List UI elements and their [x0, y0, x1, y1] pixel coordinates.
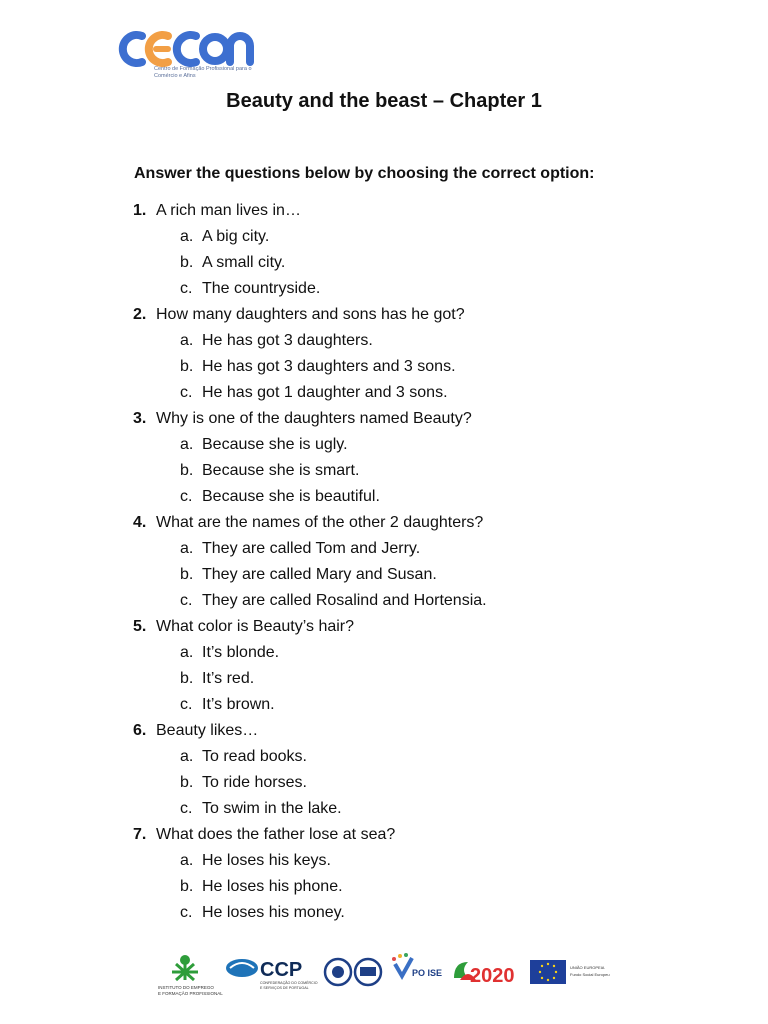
- option-letter: a.: [180, 332, 194, 349]
- qualification-seals: [325, 959, 381, 985]
- option-letter: b.: [180, 878, 194, 895]
- option-letter: c.: [180, 696, 193, 713]
- footer-logos: [150, 950, 620, 1000]
- question-1: [133, 198, 733, 224]
- option-letter: c.: [180, 384, 193, 401]
- iefp-logo: [158, 955, 223, 996]
- question-text: What color is Beauty’s hair?: [156, 618, 355, 635]
- option-letter: b.: [180, 566, 194, 583]
- ccp-logo: [226, 959, 318, 990]
- option-text: He loses his money.: [202, 904, 345, 921]
- option-1-a: [133, 224, 733, 250]
- svg-text:INSTITUTO DO EMPREGO: INSTITUTO DO EMPREGO: [158, 985, 214, 990]
- option-letter: a.: [180, 228, 194, 245]
- option-text: Because she is ugly.: [202, 436, 348, 453]
- svg-text:2020: 2020: [470, 965, 515, 987]
- option-5-a: [133, 640, 733, 666]
- option-text: They are called Rosalind and Hortensia.: [202, 592, 487, 609]
- option-letter: c.: [180, 280, 193, 297]
- option-5-c: [133, 692, 733, 718]
- option-letter: c.: [180, 592, 193, 609]
- question-5: [133, 614, 733, 640]
- option-letter: a.: [180, 644, 194, 661]
- question-list: [133, 198, 733, 926]
- option-text: It’s blonde.: [202, 644, 280, 661]
- option-text: He has got 3 daughters.: [202, 332, 373, 349]
- option-4-a: [133, 536, 733, 562]
- option-letter: b.: [180, 254, 194, 271]
- option-text: He has got 1 daughter and 3 sons.: [202, 384, 448, 401]
- option-text: He loses his phone.: [202, 878, 343, 895]
- option-6-a: [133, 744, 733, 770]
- svg-text:CCP: CCP: [260, 959, 303, 981]
- instructions: Answer the questions below by choosing the correct option:: [134, 165, 595, 182]
- option-text: A small city.: [202, 254, 286, 271]
- option-letter: c.: [180, 800, 193, 817]
- option-letter: b.: [180, 358, 194, 375]
- question-text: A rich man lives in…: [156, 202, 301, 219]
- question-number: 7.: [133, 826, 147, 843]
- svg-text:E FORMAÇÃO PROFISSIONAL: E FORMAÇÃO PROFISSIONAL: [158, 991, 223, 996]
- option-text: It’s red.: [202, 670, 255, 687]
- option-1-c: [133, 276, 733, 302]
- option-letter: b.: [180, 462, 194, 479]
- logo-caption: Centro de Formação Profissional para o Comércio e Afins: [154, 66, 252, 79]
- question-number: 1.: [133, 202, 147, 219]
- svg-text:UNIÃO EUROPEIA: UNIÃO EUROPEIA: [570, 965, 605, 970]
- question-7: [133, 822, 733, 848]
- po-ise-logo: [392, 953, 442, 978]
- option-1-b: [133, 250, 733, 276]
- option-2-a: [133, 328, 733, 354]
- option-text: They are called Tom and Jerry.: [202, 540, 421, 557]
- option-3-b: [133, 458, 733, 484]
- option-letter: a.: [180, 540, 194, 557]
- option-letter: b.: [180, 670, 194, 687]
- question-number: 4.: [133, 514, 147, 531]
- question-text: Why is one of the daughters named Beauty?: [156, 410, 472, 427]
- question-number: 6.: [133, 722, 147, 739]
- question-3: [133, 406, 733, 432]
- option-text: Because she is beautiful.: [202, 488, 380, 505]
- question-2: [133, 302, 733, 328]
- option-7-a: [133, 848, 733, 874]
- question-text: What are the names of the other 2 daughters?: [156, 514, 484, 531]
- option-4-c: [133, 588, 733, 614]
- option-text: It’s brown.: [202, 696, 275, 713]
- option-text: Because she is smart.: [202, 462, 360, 479]
- option-text: They are called Mary and Susan.: [202, 566, 437, 583]
- option-letter: c.: [180, 488, 193, 505]
- option-text: He has got 3 daughters and 3 sons.: [202, 358, 456, 375]
- option-6-b: [133, 770, 733, 796]
- svg-text:Fundo Social Europeu: Fundo Social Europeu: [570, 972, 610, 977]
- svg-text:CONFEDERAÇÃO DO COMÉRCIO: CONFEDERAÇÃO DO COMÉRCIO: [260, 981, 318, 985]
- question-number: 2.: [133, 306, 147, 323]
- page-title: Beauty and the beast – Chapter 1: [226, 90, 542, 112]
- option-letter: a.: [180, 852, 194, 869]
- option-text: The countryside.: [202, 280, 321, 297]
- option-5-b: [133, 666, 733, 692]
- question-4: [133, 510, 733, 536]
- option-3-c: [133, 484, 733, 510]
- option-7-b: [133, 874, 733, 900]
- question-6: [133, 718, 733, 744]
- option-4-b: [133, 562, 733, 588]
- option-2-c: [133, 380, 733, 406]
- option-text: To swim in the lake.: [202, 800, 342, 817]
- option-letter: a.: [180, 748, 194, 765]
- question-text: How many daughters and sons has he got?: [156, 306, 465, 323]
- question-text: What does the father lose at sea?: [156, 826, 396, 843]
- option-text: A big city.: [202, 228, 270, 245]
- option-3-a: [133, 432, 733, 458]
- option-2-b: [133, 354, 733, 380]
- option-text: To ride horses.: [202, 774, 307, 791]
- option-letter: a.: [180, 436, 194, 453]
- option-text: He loses his keys.: [202, 852, 331, 869]
- svg-text:PO ISE: PO ISE: [412, 968, 443, 978]
- option-6-c: [133, 796, 733, 822]
- eu-logo: [530, 960, 610, 984]
- option-letter: b.: [180, 774, 194, 791]
- option-text: To read books.: [202, 748, 307, 765]
- option-7-c: [133, 900, 733, 926]
- question-number: 3.: [133, 410, 147, 427]
- question-number: 5.: [133, 618, 147, 635]
- svg-text:E SERVIÇOS DE PORTUGAL: E SERVIÇOS DE PORTUGAL: [260, 986, 309, 990]
- question-text: Beauty likes…: [156, 722, 259, 739]
- option-letter: c.: [180, 904, 193, 921]
- portugal-2020-logo: [454, 962, 515, 987]
